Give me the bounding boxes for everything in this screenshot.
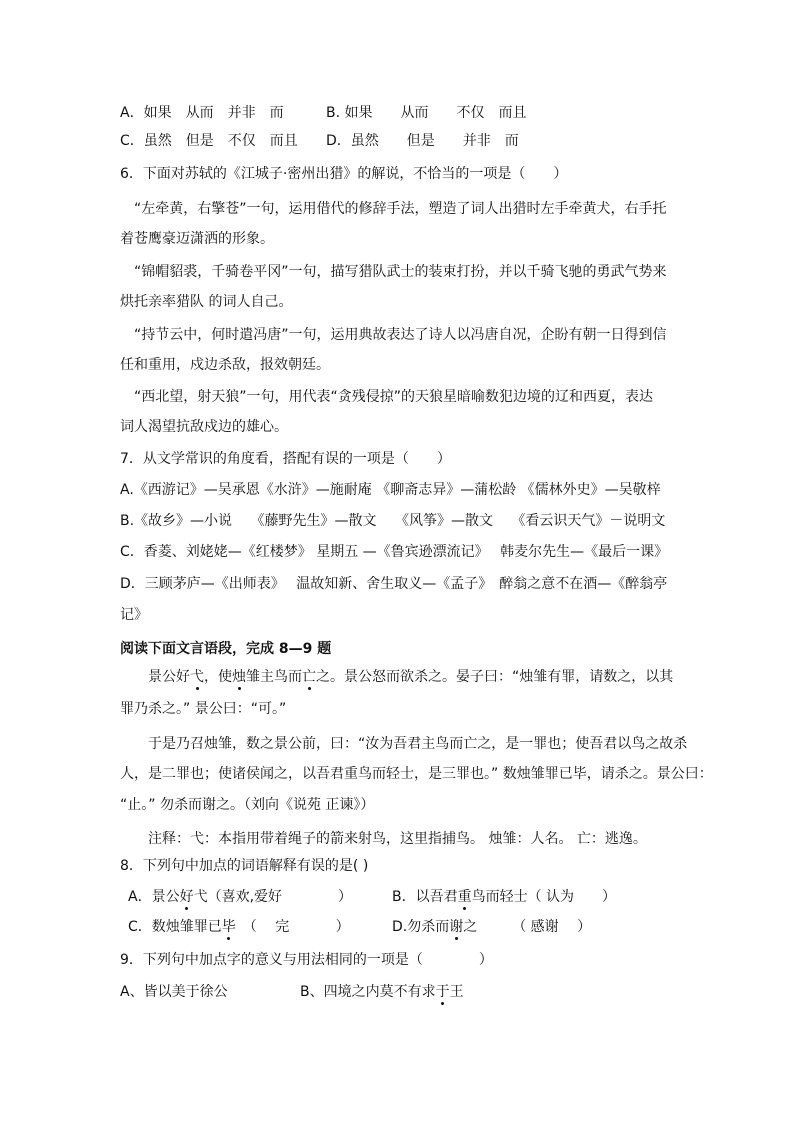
reading-text-segment: ，使 xyxy=(204,669,232,685)
emphasized-char-wang: 亡 xyxy=(302,669,316,685)
option-text: 鸟而轻士（ 认为 ） xyxy=(471,889,617,905)
option-text: 王 xyxy=(449,984,464,1000)
q6-option-a-line1: “左牵黄，右擎苍”一句，运用借代的修辞手法，塑造了词人出猎时左手牵黄犬，右手托 xyxy=(134,201,667,217)
q7-option-d-line2: 记》 xyxy=(120,607,148,623)
q9-option-b xyxy=(300,982,464,1002)
option-text: B、四境之内莫不有求 xyxy=(300,984,436,1000)
q8-option-d xyxy=(392,917,591,937)
emphasized-char-yi: 弋 xyxy=(190,669,204,685)
q5-option-d: D．虽然 但是 并非 而 xyxy=(326,133,519,149)
reading-paragraph1-line1 xyxy=(134,667,673,687)
option-text: C．数烛雏罪已 xyxy=(128,919,222,935)
q7-option-a: A.《西游记》—吴承恩《水浒》—施耐庵 《聊斋志异》—蒲松龄 《儒林外史》—吴敬梓 xyxy=(120,482,661,498)
option-text: D.勿杀而 xyxy=(392,919,450,935)
q6-stem: 6．下面对苏轼的《江城子·密州出猎》的解说，不恰当的一项是（ ） xyxy=(120,166,568,182)
emphasized-char-yu: 于 xyxy=(435,984,450,1000)
emphasized-word-zhong: 重 xyxy=(457,889,472,905)
reading-paragraph2-line1: 于是乃召烛雏，数之景公前，曰：“汝为吾君主鸟而亡之，是一罪也；使吾君以鸟之故杀 xyxy=(134,736,688,752)
option-text: 弋（喜欢,爱好 ） xyxy=(193,889,353,905)
q6-option-c-line2: 任和重用，戍边杀敌，报效朝廷。 xyxy=(120,357,330,373)
q9-option-a: A、皆以美于徐公 xyxy=(120,984,228,1000)
emphasized-char-zhu: 烛 xyxy=(232,669,246,685)
q8-option-a xyxy=(128,887,352,907)
reading-text-segment: 之。景公怒而欲杀之。晏子曰：“烛雏有罪，请数之，以其 xyxy=(316,669,674,685)
reading-text-segment: 景公好 xyxy=(134,669,190,685)
reading-paragraph2-line2: 人，是二罪也；使诸侯闻之，以吾君重鸟而轻士，是三罪也。” 数烛雏罪已毕，请杀之。景公曰： xyxy=(120,766,713,782)
emphasized-word-xie: 谢 xyxy=(449,919,464,935)
q7-option-b: B.《故乡》—小说 《藤野先生》—散文 《风筝》—散文 《看云识天气》－说明文 xyxy=(120,513,666,529)
q7-option-d-line1: D．三顾茅庐—《出师表》 温故知新、舍生取义—《孟子》 醉翁之意不在酒—《醉翁亭 xyxy=(120,576,668,592)
reading-paragraph1-line2: 罪乃杀之。” 景公曰：“可。” xyxy=(120,701,287,717)
reading-text-segment: 雏主鸟而 xyxy=(246,669,302,685)
q5-option-c: C．虽然 但是 不仅 而且 xyxy=(120,133,298,149)
option-text: A．景公 xyxy=(128,889,180,905)
q5-option-a: A．如果 从而 并非 而 xyxy=(120,105,284,121)
q6-option-b-line2: 烘托亲率猎队 的词人自己。 xyxy=(120,294,293,310)
q6-option-a-line2: 着苍鹰豪迈潇洒的形象。 xyxy=(120,231,274,247)
option-text: （ 完 ） xyxy=(235,919,350,935)
q8-option-c xyxy=(128,917,350,937)
q8-option-b xyxy=(392,887,616,907)
emphasized-word-hao: 好 xyxy=(179,889,194,905)
option-text: 之 （ 感谢 ） xyxy=(463,919,592,935)
reading-paragraph2-line3: “止。” 勿杀而谢之。（刘向《说苑 正谏》） xyxy=(120,797,375,813)
q6-option-c-line1: “持节云中，何时遣冯唐”一句，运用典故表达了诗人以冯唐自况，企盼有朝一日得到信 xyxy=(134,327,667,343)
q5-option-b: B. 如果 从而 不仅 而且 xyxy=(326,105,527,121)
q6-option-d-line1: “西北望，射天狼”一句，用代表“贪残侵掠”的天狼星暗喻数犯边境的辽和西夏，表达 xyxy=(134,389,654,405)
reading-note: 注释：弋：本指用带着绳子的箭来射鸟，这里指捕鸟。 烛雏：人名。 亡：逃逸。 xyxy=(134,831,647,847)
q9-stem: 9．下列句中加点字的意义与用法相同的一项是（ ） xyxy=(120,952,493,968)
q6-option-b-line1: “锦帽貂裘，千骑卷平冈”一句，描写猎队武士的装束打扮，并以千骑飞驰的勇武气势来 xyxy=(134,264,667,280)
emphasized-word-bi: 毕 xyxy=(221,919,236,935)
q6-option-d-line2: 词人渴望抗敌戍边的雄心。 xyxy=(120,419,288,435)
reading-title: 阅读下面文言语段，完成 8—9 题 xyxy=(120,641,332,657)
q7-option-c: C．香菱、刘姥姥—《红楼梦》 星期五 —《鲁宾逊漂流记》 韩麦尔先生—《最后一课》 xyxy=(120,544,669,560)
q8-stem: 8．下列句中加点的词语解释有误的是( ) xyxy=(120,858,369,874)
option-text: B．以吾君 xyxy=(392,889,458,905)
q7-stem: 7．从文学常识的角度看，搭配有误的一项是（ ） xyxy=(120,451,451,467)
